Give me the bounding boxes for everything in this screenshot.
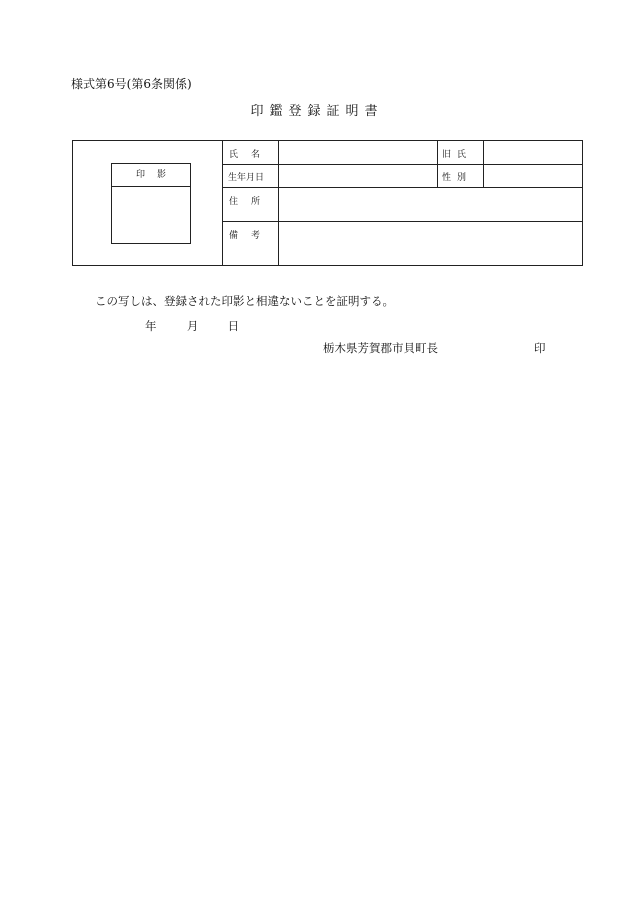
seal-panel <box>73 141 223 265</box>
certificate-table <box>72 140 583 266</box>
gender-field[interactable] <box>484 165 583 187</box>
column-divider <box>437 141 438 187</box>
day-label: 日 <box>227 319 240 333</box>
address-label: 住所 <box>229 197 274 207</box>
gender-label: 性別 <box>442 173 473 183</box>
certification-statement: この写しは、登録された印影と相違ないことを証明する。 <box>95 294 394 308</box>
date-line <box>145 318 239 334</box>
page-title: 印鑑登録証明書 <box>250 104 384 119</box>
address-field[interactable] <box>279 188 583 221</box>
form-number: 様式第6号(第6条関係) <box>71 77 192 91</box>
name-field[interactable] <box>279 141 437 164</box>
former-name-label: 旧氏 <box>442 150 473 160</box>
month-label: 月 <box>186 319 199 333</box>
seal-label: 印影 <box>111 163 191 187</box>
name-label: 氏名 <box>229 150 274 160</box>
year-label: 年 <box>145 319 157 333</box>
official-seal-mark: 印 <box>534 341 546 355</box>
birth-date-label: 生年月日 <box>228 173 265 183</box>
birth-date-field[interactable] <box>279 165 437 187</box>
former-name-field[interactable] <box>484 141 583 164</box>
remarks-field[interactable] <box>279 222 583 265</box>
issuer-name: 栃木県芳賀郡市貝町長 <box>323 341 438 355</box>
remarks-label: 備考 <box>229 231 274 241</box>
seal-impression-box <box>111 186 191 244</box>
